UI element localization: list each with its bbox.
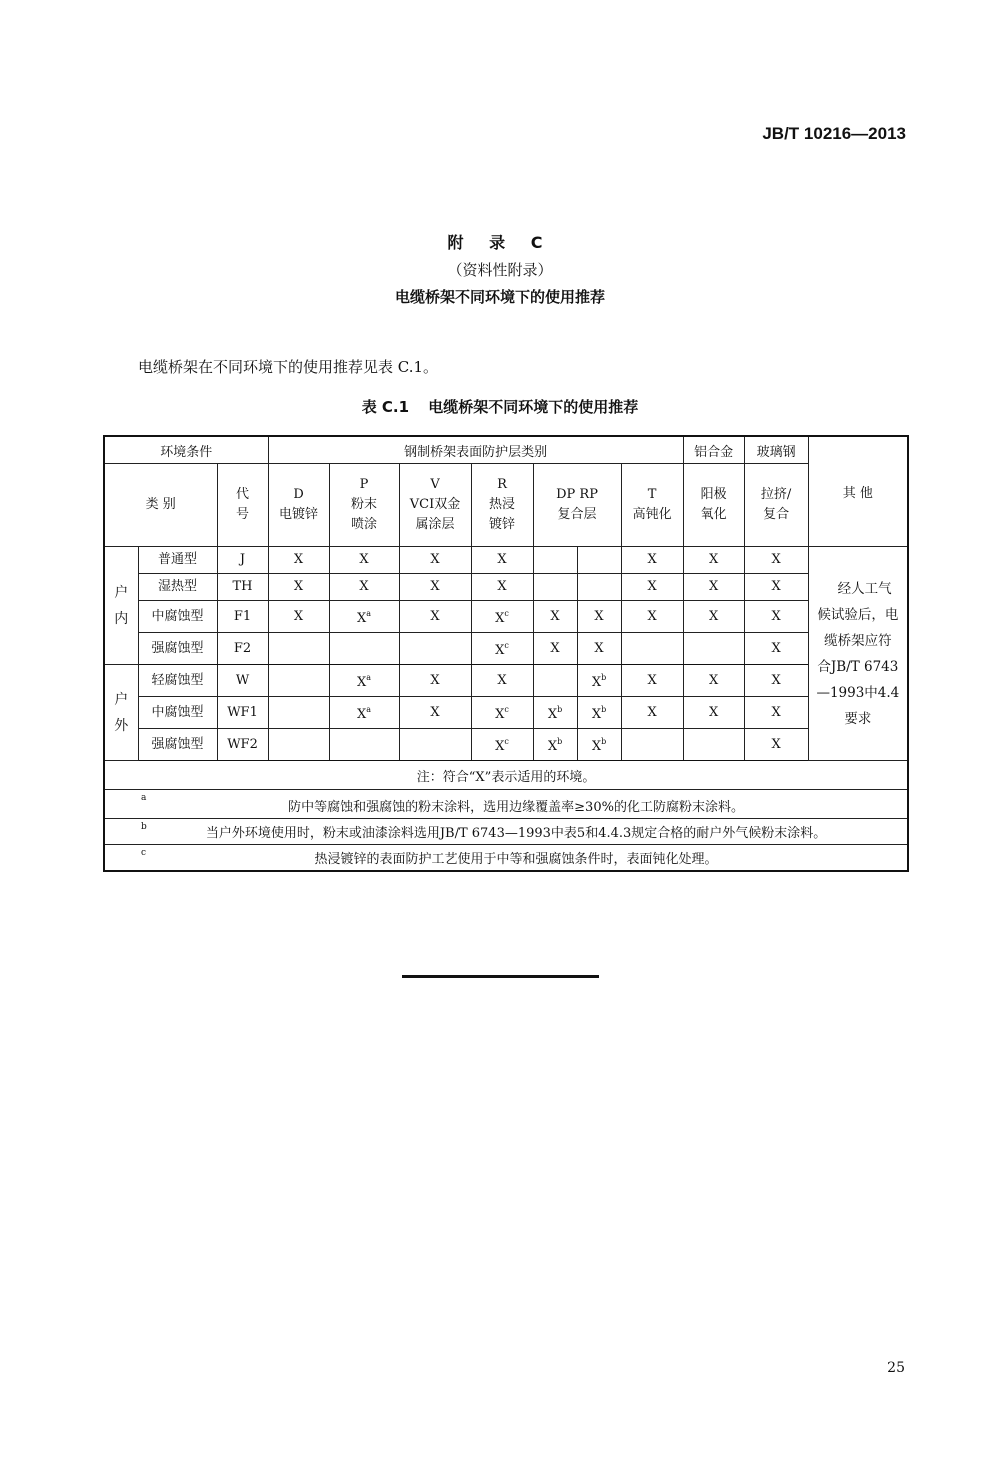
suitability-mark: X bbox=[708, 579, 719, 594]
suitability-mark: X bbox=[497, 552, 507, 567]
suitability-cell bbox=[744, 729, 808, 761]
table-row bbox=[104, 601, 908, 633]
group-label bbox=[104, 547, 138, 665]
suitability-cell bbox=[329, 633, 399, 665]
suitability-cell bbox=[329, 547, 399, 574]
environment-type: 强腐蚀型 bbox=[138, 633, 217, 665]
header-R bbox=[471, 464, 533, 547]
environment-type: 轻腐蚀型 bbox=[138, 665, 217, 697]
end-rule bbox=[402, 975, 599, 978]
suitability-mark: X bbox=[708, 672, 719, 688]
header-line: 热浸 bbox=[489, 497, 516, 512]
header-line: 复合层 bbox=[557, 507, 597, 522]
suitability-mark: X bbox=[771, 640, 781, 656]
table-number: 表 C.1 bbox=[361, 398, 410, 416]
environment-type: 普通型 bbox=[138, 547, 217, 574]
environment-code: WF2 bbox=[217, 729, 268, 761]
environment-code: F1 bbox=[217, 601, 268, 633]
suitability-cell bbox=[268, 547, 329, 574]
suitability-mark: X bbox=[495, 739, 505, 754]
suitability-cell bbox=[621, 633, 683, 665]
table-row bbox=[104, 665, 908, 697]
suitability-mark: X bbox=[771, 704, 781, 720]
suitability-mark: X bbox=[647, 672, 657, 688]
suitability-cell bbox=[683, 601, 744, 633]
appendix-title-block bbox=[0, 230, 1000, 310]
suitability-cell bbox=[621, 697, 683, 729]
suitability-cell bbox=[577, 574, 621, 601]
suitability-cell bbox=[621, 665, 683, 697]
header-environment: 环境条件 bbox=[104, 436, 268, 464]
note-row bbox=[104, 761, 908, 790]
suitability-cell bbox=[268, 601, 329, 633]
footnote-ref: c bbox=[504, 737, 509, 746]
suitability-mark: X bbox=[497, 672, 507, 688]
footnote bbox=[104, 790, 908, 819]
suitability-mark: X bbox=[547, 707, 558, 722]
suitability-cell bbox=[268, 697, 329, 729]
environment-type: 湿热型 bbox=[138, 574, 217, 601]
suitability-cell bbox=[744, 601, 808, 633]
other-line: 合JB/T 6743 bbox=[817, 658, 899, 675]
environment-type: 强腐蚀型 bbox=[138, 729, 217, 761]
footnote-ref: b bbox=[557, 705, 563, 714]
header-code bbox=[217, 464, 268, 547]
intro-paragraph: 电缆桥架在不同环境下的使用推荐见表 C.1。 bbox=[138, 358, 439, 376]
suitability-cell bbox=[683, 697, 744, 729]
environment-code: TH bbox=[217, 574, 268, 601]
suitability-cell bbox=[621, 601, 683, 633]
other-line: 缆桥架应符 bbox=[824, 632, 892, 649]
suitability-mark: X bbox=[430, 704, 440, 720]
table-row bbox=[104, 574, 908, 601]
suitability-cell bbox=[329, 729, 399, 761]
suitability-cell bbox=[471, 601, 533, 633]
suitability-cell bbox=[329, 697, 399, 729]
table-caption bbox=[0, 396, 1000, 417]
footnote-ref: a bbox=[366, 673, 372, 682]
footnote-text: 热浸镀锌的表面防护工艺使用于中等和强腐蚀条件时，表面钝化处理。 bbox=[314, 852, 718, 867]
other-line: 候试验后，电 bbox=[817, 606, 899, 623]
suitability-mark: X bbox=[430, 608, 440, 624]
environment-code: J bbox=[217, 547, 268, 574]
suitability-cell bbox=[683, 729, 744, 761]
suitability-cell bbox=[471, 729, 533, 761]
header-line: T bbox=[647, 487, 657, 502]
suitability-cell bbox=[399, 697, 471, 729]
suitability-cell bbox=[744, 547, 808, 574]
header-line: 粉末 bbox=[351, 497, 378, 512]
suitability-cell bbox=[268, 574, 329, 601]
header-line: P bbox=[359, 477, 369, 492]
environment-code: WF1 bbox=[217, 697, 268, 729]
suitability-cell bbox=[577, 665, 621, 697]
header-P bbox=[329, 464, 399, 547]
suitability-cell bbox=[621, 729, 683, 761]
header-D bbox=[268, 464, 329, 547]
footnote bbox=[104, 845, 908, 872]
header-steel: 钢制桥架表面防护层类别 bbox=[268, 436, 683, 464]
suitability-mark: X bbox=[647, 579, 657, 594]
suitability-cell bbox=[533, 601, 577, 633]
header-line: 复合 bbox=[763, 507, 790, 522]
suitability-mark: X bbox=[771, 736, 781, 752]
header-anodized bbox=[683, 464, 744, 547]
suitability-mark: X bbox=[547, 739, 558, 754]
suitability-mark: X bbox=[594, 608, 604, 624]
appendix-type: （资料性附录） bbox=[447, 261, 553, 279]
header-line: 属涂层 bbox=[415, 517, 455, 532]
suitability-mark: X bbox=[771, 608, 781, 624]
footnote-row bbox=[104, 845, 908, 872]
suitability-cell bbox=[471, 665, 533, 697]
footnote-ref: b bbox=[557, 737, 563, 746]
header-aluminum: 铝合金 bbox=[683, 436, 744, 464]
suitability-cell bbox=[268, 729, 329, 761]
footnote-ref: b bbox=[601, 737, 607, 746]
header-line: 代 bbox=[236, 487, 250, 502]
suitability-mark: X bbox=[647, 552, 657, 567]
footnote-ref: a bbox=[366, 705, 372, 714]
appendix-name: 电缆桥架不同环境下的使用推荐 bbox=[394, 288, 605, 306]
suitability-cell bbox=[577, 697, 621, 729]
suitability-mark: X bbox=[591, 739, 602, 754]
suitability-cell bbox=[268, 665, 329, 697]
suitability-cell bbox=[329, 601, 399, 633]
header-other: 其 他 bbox=[808, 436, 908, 547]
suitability-cell bbox=[399, 665, 471, 697]
suitability-mark: X bbox=[771, 552, 781, 567]
suitability-mark: X bbox=[708, 608, 719, 624]
header-line: 喷涂 bbox=[351, 517, 378, 532]
footnote-ref: a bbox=[366, 609, 372, 618]
suitability-cell bbox=[621, 574, 683, 601]
suitability-mark: X bbox=[771, 579, 781, 594]
suitability-cell bbox=[471, 547, 533, 574]
table-row bbox=[104, 633, 908, 665]
suitability-mark: X bbox=[430, 579, 440, 594]
header-line: DP RP bbox=[556, 487, 598, 502]
suitability-mark: X bbox=[495, 643, 505, 658]
suitability-mark: X bbox=[708, 704, 719, 720]
suitability-mark: X bbox=[647, 608, 657, 624]
suitability-cell bbox=[577, 729, 621, 761]
header-line: 阳极 bbox=[700, 487, 727, 502]
footnote-mark: c bbox=[141, 848, 147, 858]
footnote-ref: c bbox=[504, 609, 509, 618]
footnote-mark: a bbox=[141, 793, 147, 803]
suitability-cell bbox=[577, 601, 621, 633]
footnote bbox=[104, 819, 908, 845]
header-line: V bbox=[430, 477, 440, 492]
suitability-cell bbox=[744, 574, 808, 601]
header-line: 拉挤/ bbox=[760, 487, 792, 502]
suitability-cell bbox=[533, 697, 577, 729]
footnote-text: 防中等腐蚀和强腐蚀的粉末涂料，选用边缘覆盖率≥30%的化工防腐粉末涂料。 bbox=[288, 800, 744, 815]
other-requirements bbox=[808, 547, 908, 761]
environment-type: 中腐蚀型 bbox=[138, 601, 217, 633]
suitability-cell bbox=[399, 601, 471, 633]
group-label-char: 户 bbox=[114, 584, 129, 601]
suitability-cell bbox=[471, 633, 533, 665]
recommendation-table bbox=[103, 435, 909, 872]
suitability-mark: X bbox=[497, 579, 507, 594]
suitability-cell bbox=[683, 574, 744, 601]
table-row bbox=[104, 547, 908, 574]
table-title: 电缆桥架不同环境下的使用推荐 bbox=[428, 398, 639, 416]
other-line: —1993中4.4 bbox=[816, 684, 900, 701]
suitability-mark: X bbox=[430, 552, 440, 567]
suitability-cell bbox=[683, 633, 744, 665]
suitability-mark: X bbox=[708, 552, 719, 567]
group-label-char: 外 bbox=[114, 717, 129, 734]
suitability-cell bbox=[471, 574, 533, 601]
header-line: 氧化 bbox=[700, 507, 727, 522]
environment-code: W bbox=[217, 665, 268, 697]
header-row-groups bbox=[104, 436, 908, 464]
footnote-ref: b bbox=[601, 705, 607, 714]
suitability-cell bbox=[533, 547, 577, 574]
suitability-mark: X bbox=[495, 707, 505, 722]
suitability-mark: X bbox=[357, 707, 367, 722]
footnote-text: 当户外环境使用时，粉末或油漆涂料选用JB/T 6743—1993中表5和4.4.3规定合格的耐户外气候粉末涂料。 bbox=[205, 826, 827, 841]
suitability-cell bbox=[399, 547, 471, 574]
environment-code: F2 bbox=[217, 633, 268, 665]
appendix-heading: 附 录 C bbox=[447, 233, 553, 252]
suitability-cell bbox=[399, 574, 471, 601]
header-line: VCI双金 bbox=[409, 497, 461, 512]
suitability-cell bbox=[744, 665, 808, 697]
suitability-mark: X bbox=[771, 672, 781, 688]
suitability-cell bbox=[683, 547, 744, 574]
suitability-cell bbox=[329, 665, 399, 697]
other-line: 要求 bbox=[844, 710, 872, 727]
suitability-mark: X bbox=[359, 552, 369, 567]
group-label-char: 户 bbox=[114, 691, 129, 708]
suitability-cell bbox=[577, 547, 621, 574]
suitability-cell bbox=[577, 633, 621, 665]
suitability-cell bbox=[329, 574, 399, 601]
header-row-sub bbox=[104, 464, 908, 547]
group-label bbox=[104, 665, 138, 761]
footnote-row bbox=[104, 819, 908, 845]
suitability-mark: X bbox=[550, 608, 560, 624]
environment-type: 中腐蚀型 bbox=[138, 697, 217, 729]
suitability-cell bbox=[744, 697, 808, 729]
suitability-mark: X bbox=[594, 640, 604, 656]
suitability-cell bbox=[683, 665, 744, 697]
header-pultruded bbox=[744, 464, 808, 547]
header-line: 镀锌 bbox=[489, 517, 516, 532]
suitability-mark: X bbox=[591, 675, 602, 690]
suitability-mark: X bbox=[357, 675, 367, 690]
suitability-mark: X bbox=[293, 608, 304, 624]
suitability-mark: X bbox=[293, 552, 304, 567]
standard-code: JB/T 10216—2013 bbox=[762, 124, 906, 143]
suitability-mark: X bbox=[293, 579, 304, 594]
suitability-mark: X bbox=[495, 611, 505, 626]
header-frp: 玻璃钢 bbox=[744, 436, 808, 464]
header-category: 类 别 bbox=[104, 464, 217, 547]
footnote-mark: b bbox=[141, 822, 147, 832]
table-row bbox=[104, 729, 908, 761]
header-T bbox=[621, 464, 683, 547]
suitability-mark: X bbox=[430, 672, 440, 688]
footnote-row bbox=[104, 790, 908, 819]
header-line: 电镀锌 bbox=[279, 507, 319, 522]
suitability-cell bbox=[533, 574, 577, 601]
page-number: 25 bbox=[887, 1360, 905, 1376]
suitability-cell bbox=[471, 697, 533, 729]
suitability-cell bbox=[533, 729, 577, 761]
header-line: 号 bbox=[236, 507, 250, 522]
header-line: R bbox=[497, 477, 507, 492]
table-row bbox=[104, 697, 908, 729]
suitability-mark: X bbox=[357, 611, 367, 626]
header-line: D bbox=[293, 487, 304, 502]
suitability-mark: X bbox=[591, 707, 602, 722]
suitability-cell bbox=[399, 729, 471, 761]
footnote-ref: c bbox=[504, 705, 509, 714]
suitability-cell bbox=[621, 547, 683, 574]
suitability-cell bbox=[268, 633, 329, 665]
suitability-cell bbox=[399, 633, 471, 665]
suitability-cell bbox=[744, 633, 808, 665]
header-V bbox=[399, 464, 471, 547]
header-DPRP bbox=[533, 464, 621, 547]
suitability-cell bbox=[533, 633, 577, 665]
header-line: 高钝化 bbox=[632, 507, 672, 522]
suitability-mark: X bbox=[359, 579, 369, 594]
suitability-mark: X bbox=[647, 704, 657, 720]
group-label-char: 内 bbox=[114, 610, 129, 627]
footnote-ref: c bbox=[504, 641, 509, 650]
suitability-cell bbox=[533, 665, 577, 697]
footnote-ref: b bbox=[601, 673, 607, 682]
other-line: 经人工气 bbox=[824, 580, 892, 597]
table-note: 注：符合“X”表示适用的环境。 bbox=[104, 761, 908, 790]
suitability-mark: X bbox=[550, 640, 560, 656]
